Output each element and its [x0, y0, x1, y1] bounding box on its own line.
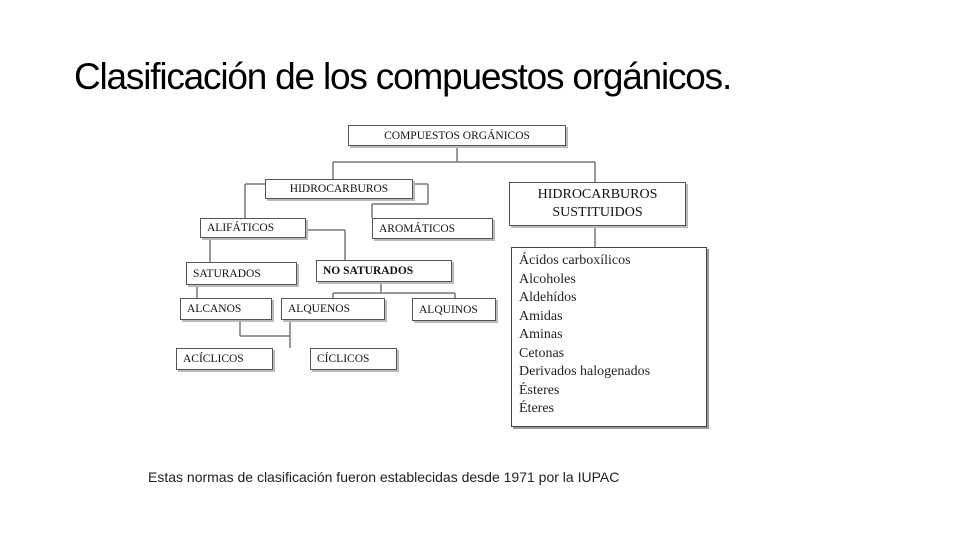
alifaticos-box: ALIFÁTICOS: [200, 218, 306, 238]
aromaticos-box: AROMÁTICOS: [372, 218, 493, 239]
hidrocarburos-box: HIDROCARBUROS: [265, 179, 413, 199]
hidrocarburos-sustituidos-box: [509, 182, 686, 226]
list-item: Amidas: [519, 308, 563, 324]
saturados-box: SATURADOS: [186, 262, 297, 285]
alquinos-box: ALQUINOS: [412, 298, 496, 321]
list-item: Derivados halogenados: [519, 364, 651, 379]
sustituidos-line-1: HIDROCARBUROS: [537, 187, 658, 202]
list-item: Alcoholes: [519, 271, 576, 287]
compuestos-organicos-box: COMPUESTOS ORGÁNICOS: [348, 125, 566, 146]
list-item: Ésteres: [519, 382, 560, 398]
sustituidos-line-2: SUSTITUIDOS: [552, 205, 643, 220]
alquenos-box: ALQUENOS: [281, 298, 385, 320]
list-item: Aminas: [519, 327, 563, 342]
ciclicos-box: CÍCLICOS: [310, 348, 397, 370]
list-item: Éteres: [519, 401, 554, 416]
list-item: Ácidos carboxílicos: [519, 253, 631, 268]
slide-title: Clasificación de los compuestos orgánicos.: [74, 56, 732, 97]
sustituidos-list: [511, 247, 707, 427]
list-item: Cetonas: [519, 345, 565, 361]
alcanos-box: ALCANOS: [180, 298, 272, 320]
list-item: Aldehídos: [519, 290, 577, 305]
footer-note: Estas normas de clasificación fueron establecidas desde 1971 por la IUPAC: [148, 469, 620, 485]
no-saturados-box: NO SATURADOS: [316, 260, 452, 282]
aciclicos-box: ACÍCLICOS: [176, 348, 273, 370]
